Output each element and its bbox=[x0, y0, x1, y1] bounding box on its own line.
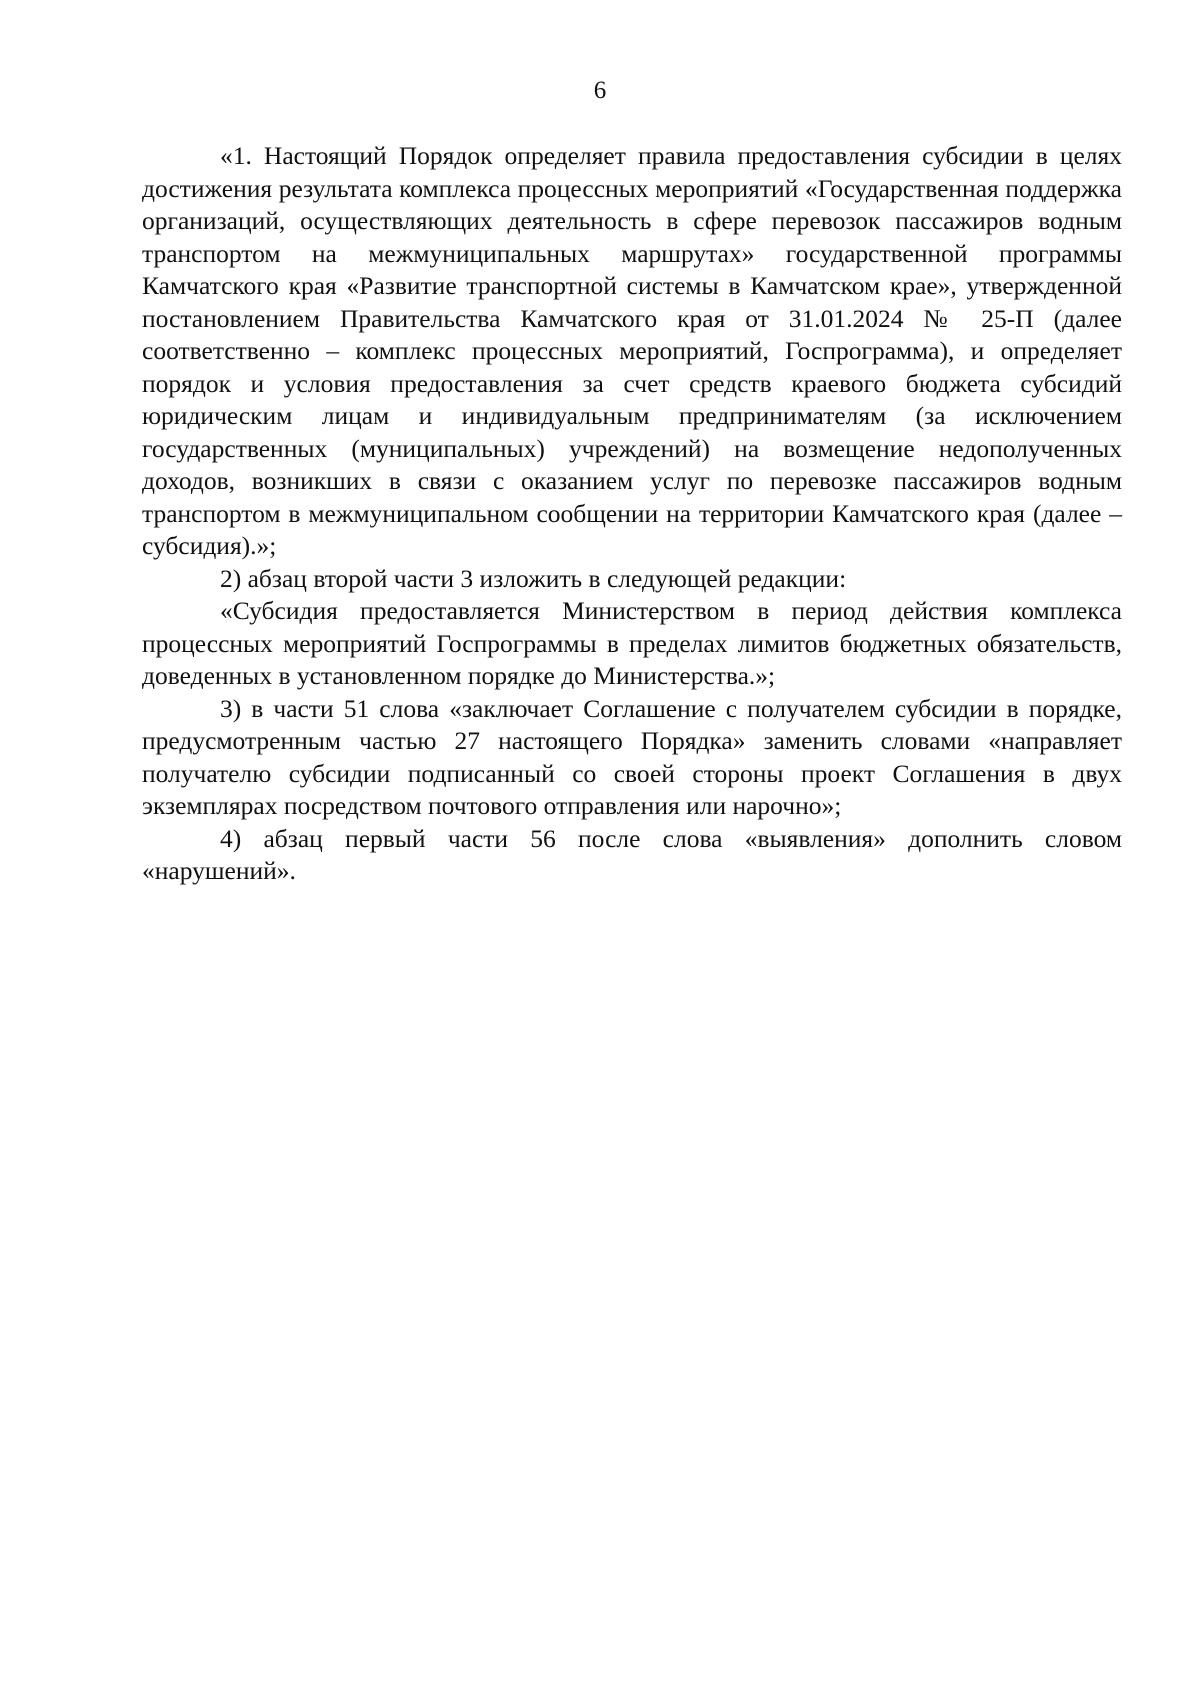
paragraph-item-2: 2) абзац второй части 3 изложить в следующей редакции: bbox=[220, 563, 847, 593]
paragraph-item-1: «1. Настоящий Порядок определяет правила предоставления субсидии в целях достижения результата комплекса процессных мероприятий «Государственная поддержка организаций, осуществляющих деятельность в сфере перевозок пассажиров водным транспортом на межмуниципальных маршрутах» государственной программы Камчатского края «Развитие транспортной системы в Камчатском крае», утвержденной постановлением Правительства Камчатского края от 31.01.2024 № 25-П (далее соответственно – комплекс процессных мероприятий, Госпрограмма), и определяет порядок и условия предоставления за счет средств краевого бюджета субсидий юридическим лицам и индивидуальным предпринимателям (за исключением государственных (муниципальных) учреждений) на возмещение недополученных доходов, возникших в связи с оказанием услуг по перевозке пассажиров водным транспортом в межмуниципальном сообщении на территории Камчатского края (далее – субсидия).»; bbox=[142, 141, 1122, 560]
paragraph-item-3: 3) в части 51 слова «заключает Соглашение с получателем субсидии в порядке, предусмотренным частью 27 настоящего Порядка» заменить словами «направляет получателю субсидии подписанный со своей стороны проект Соглашения в двух экземплярах посредством почтового отправления или нарочно»; bbox=[142, 693, 1122, 820]
paragraph-item-4: 4) абзац первый части 56 после слова «выявления» дополнить словом «нарушений». bbox=[142, 823, 1122, 885]
document-body bbox=[142, 140, 1122, 888]
page-number: 6 bbox=[593, 77, 607, 104]
paragraph-quoted-text: «Субсидия предоставляется Министерством в период действия комплекса процессных мероприятий Госпрограммы в пределах лимитов бюджетных обязательств, доведенных в установленном порядке до Министерства.»; bbox=[142, 596, 1122, 690]
